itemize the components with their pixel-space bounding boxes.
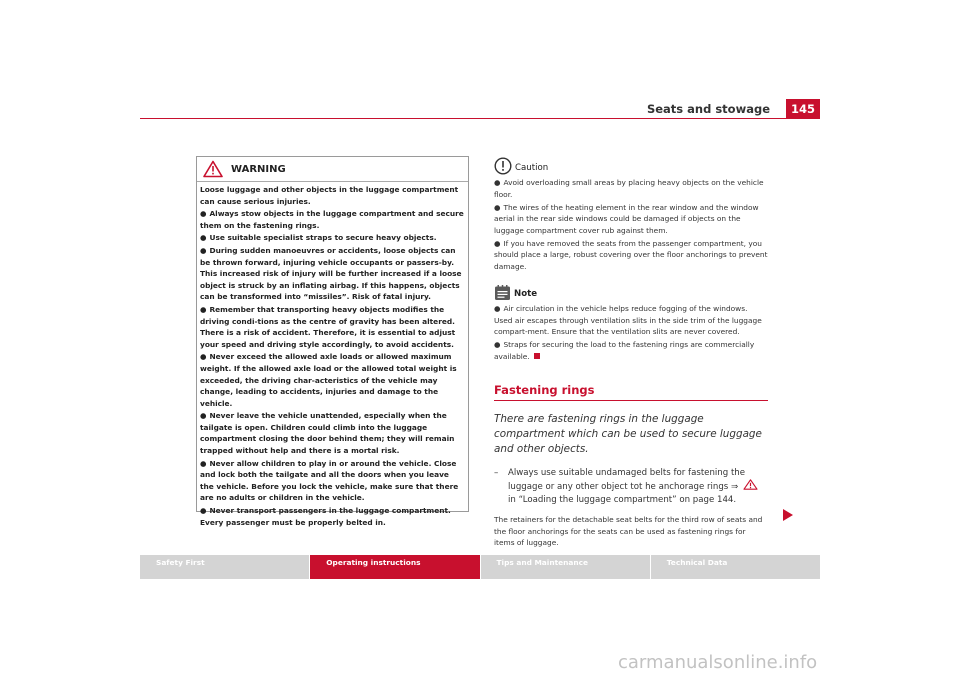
action-dash: – — [494, 467, 499, 478]
chapter-title: Seats and stowage — [646, 102, 770, 116]
caution-header — [494, 153, 768, 175]
caution-bullet: ● The wires of the heating element in the rear window and the window aerial in the rear side windows could be damaged if objects on the luggage compartment cover rub against them. — [494, 202, 759, 235]
section-title: Fastening rings — [494, 385, 768, 401]
warning-box — [196, 156, 469, 527]
warning-header — [197, 157, 468, 182]
next-page-arrow-icon[interactable] — [782, 508, 794, 522]
right-column — [494, 153, 768, 550]
warning-triangle-icon — [203, 160, 223, 178]
warning-intro: Loose luggage and other objects in the luggage compartment can cause serious injuries. — [200, 185, 459, 206]
warning-bullet: ● Use suitable specialist straps to secure heavy objects. — [200, 233, 437, 243]
action-text: Always use suitable undamaged belts for fastening the luggage or any other object tot he anchorage rings ⇒ in “Loading the luggage compartment” on page 144. — [508, 467, 768, 507]
section-end-marker — [534, 353, 540, 359]
note-header — [494, 281, 768, 301]
caution-exclamation-icon — [494, 157, 512, 175]
caution-bullet: ● If you have removed the seats from the passenger compartment, you should place a large, robust covering over the floor anchorings to prevent damage. — [494, 238, 768, 271]
section-subtitle: There are fastening rings in the luggage compartment which can be used to secure luggage and other objects. — [494, 412, 762, 455]
note-notepad-icon — [494, 285, 511, 301]
cross-reference-link[interactable]: in “Loading the luggage compartment” on page 144. — [508, 494, 737, 505]
note-bullet: ● Straps for securing the load to the fastening rings are commercially available. — [494, 340, 755, 361]
warning-bullet: ● During sudden manoeuvres or accidents, loose objects can be thrown forward, injuring vehicle occupants or passers-by. This increased risk of injury will be further increased if a loose object is struck by an inflating airbag. If this happens, objects can be transformed into “missiles”. Risk of fatal injury. — [200, 245, 462, 302]
warning-bullet: ● Never allow children to play in or around the vehicle. Close and lock both the tailgate and all the doors when you leave the vehicle. Before you lock the vehicle, make sure that there are no adults or children in the vehicle. — [200, 458, 459, 503]
tab-tips-and-maintenance[interactable]: Tips and Maintenance — [481, 555, 650, 579]
footer-nav — [140, 555, 820, 579]
warning-bullet: ● Remember that transporting heavy objects modifies the driving condi-tions as the centre of gravity has been altered. There is a risk of accident. Therefore, it is essential to adjust your speed and driving style accordingly, to avoid accidents. — [200, 304, 456, 349]
warning-body — [197, 182, 468, 528]
warning-bullet: ● Never exceed the allowed axle loads or allowed maximum weight. If the allowed axle load or the allowed total weight is exceeded, the driving char-acteristics of the vehicle may change, leading to accidents, injuries and damage to the vehicle. — [200, 352, 457, 408]
action-step — [494, 467, 768, 507]
tab-safety-first[interactable]: Safety First — [140, 555, 309, 579]
page-header — [140, 99, 820, 121]
warning-bullet: ● Never transport passengers in the luggage compartment. Every passenger must be properly belted in. — [200, 506, 451, 527]
warning-bullet: ● Never leave the vehicle unattended, especially when the tailgate is open. Children could climb into the luggage compartment closing the door behind them; they will remain trapped without help and there is a mortal risk. — [200, 411, 455, 456]
section-body-text: The retainers for the detachable seat belts for the third row of seats and the floor anchorings for the seats can be used as fastening rings for items of luggage. — [494, 515, 763, 547]
tab-operating-instructions[interactable]: Operating instructions — [310, 555, 479, 579]
page-number: 145 — [786, 99, 820, 119]
note-title: Note — [514, 288, 538, 299]
header-rule — [140, 118, 820, 119]
tab-technical-data[interactable]: Technical Data — [651, 555, 820, 579]
warning-title: WARNING — [231, 163, 286, 175]
caution-title: Caution — [515, 162, 549, 173]
warning-bullet: ● Always stow objects in the luggage compartment and secure them on the fastening rings. — [200, 209, 464, 230]
note-bullet: ● Air circulation in the vehicle helps reduce fogging of the windows. Used air escapes through ventilation slits in the side trim of the luggage compart-ment. Ensure that the ventilation slits are never covered. — [494, 304, 762, 336]
caution-bullet: ● Avoid overloading small areas by placing heavy objects on the vehicle floor. — [494, 178, 764, 199]
warning-triangle-icon — [743, 479, 758, 490]
cross-reference-arrow[interactable]: ⇒ — [731, 482, 739, 492]
watermark: carmanualsonline.info — [618, 652, 818, 673]
